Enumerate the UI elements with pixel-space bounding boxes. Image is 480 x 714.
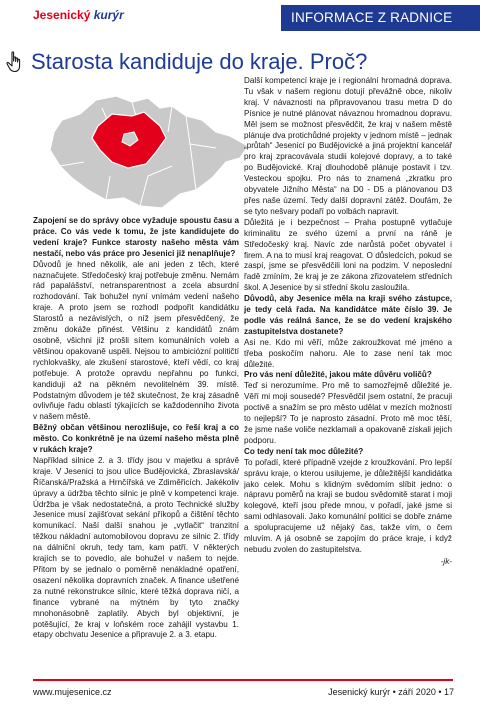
footer-website-link[interactable]: www.mujesenice.cz [33,687,112,697]
interview-question: Pro vás není důležité, jakou máte důvěru voličů? [244,370,432,380]
interview-answer: To pořadí, které případně vzejde z kroužkování. Pro lepší správu kraje, o kterou usilujeme, je důležitější kandidátka jako celek. Mohu s klidným svědomím slíbit jedno: o nápravu poměrů na kraji se budou svědomitě starat i moji kolegové, kteří jsou přede mnou, v pořadí, jaké jsme si sami odhlasovali. Jako komunální politici se dobře známe a spolupracujeme už nějaký čas, takže vím, o čem mluvím. A já osobně se zapojím do práce kraje, i když nebudu zvolen do zastupitelstva. [244,457,452,554]
interview-answer: Teď si nerozumíme. Pro mě to samozřejmě důležité je. Věří mi moji sousedé? Přesvědčil jsem ostatní, že pracuji poctivě a snažím se pro město udělat v mezích možností to nejlepší? To je naprosto zásadní. Proto mě moc těší, že jsme naše voliče nezklamali a opakovaně získali jejich podporu. [244,381,452,445]
section-banner [281,5,480,31]
czech-regions-map [40,86,254,214]
interview-answer: Asi ne. Kdo mi věří, může zakroužkovat mé jméno a třeba poskočím nahoru. Ale to zase není tak moc důležité. [244,337,452,369]
interview-answer: Další kompetencí kraje je i regionální hromadná doprava. Tu však v našem regionu dotují převážně obce, nikoliv kraj. V návaznosti na připravovanou trasu metra D do Písnice je nutné plánovat návaznou hromadnou dopravu. Měl jsem se možnost přesvědčit, že kraj v našem městě plánuje dva protichůdné projekty v jednom místě – jednak „průtah“ Jesenicí po Budějovické a jiná projektní kancelář pro kraj zpracovávala studii kolejové dopravy, a to také po Budějovické. Kraj dlouhodobě plánuje postavit i tzv. Vesteckou spojku. Pro nás to znamená „zkratku pro obyvatele Jižního Města“ na D0 - D5 a plánovanou D3 přes naše území. Tedy další dopravní zátěž. Doufám, že se tyto nešvary podaří po volbách napravit. [244,76,452,216]
article-title: Starosta kandiduje do kraje. Proč? [31,49,368,74]
interview-question: Co tedy není tak moc důležité? [244,446,364,456]
article-title-row [5,50,475,78]
article-column-left [33,216,239,641]
interview-question: Důvodů, aby Jesenice měla na kraji svého zástupce, je tedy celá řada. Na kandidátce máte číslo 39. Je podle vás reálná šance, že se do vedení krajského zastupitelstva dostanete? [244,294,452,336]
pointing-hand-icon [5,51,25,73]
interview-answer: Například silnice 2. a 3. třídy jsou v majetku a správě kraje. V Jesenici to jsou ulice Budějovická, Zbraslavská/Říčanská/Pražská a Hrnčířská ve Zdiměřicích. Jakékoliv úpravy a údržba těchto silnic je plně v kompetenci kraje. Údržba je však nedostatečná, a proto Technické služby Jesenice musí zajišťovat sekání příkopů a čištění těchto komunikací. Naší další snahou je „vytlačit“ tranzitní těžkou nákladní automobilovou dopravu ze silnic 2. třídy na dálniční okruh, tedy tam, kam patří. V některých krajích se to povedlo, ale bohužel v našem to nejde. Přitom by se jednalo o poměrně nenákladné opatření, osazení několika dopravních značek. A finance ušetřené za nutné rekonstrukce silnic, které těžká doprava ničí, a finance vybrané na mýtném by tyto značky mnohonásobně zaplatily. Abych byl objektivní, je potěšující, že kraj v loňském roce zahájil vystavbu 1. etapy obchvatu Jesenice a připravuje 2. a 3. etapu. [33,455,239,640]
masthead-brand [33,8,124,22]
page-header [0,0,480,34]
section-title: INFORMACE Z RADNICE [291,10,453,25]
page-footer [0,679,480,714]
interview-question: Zapojení se do správy obce vyžaduje spoustu času a práce. Co vás vede k tomu, že jste kandidujete do vedení kraje? Funkce starosty našeho města vám nestačí, nebo vás práce pro Jesenici již nenaplňuje? [33,216,239,258]
interview-answer: Důležitá je i bezpečnost – Praha postupně vytlačuje kriminalitu ze svého území a první na ráně je Středočeský kraj. Navíc zde narůstá počet obyvatel i firem. A na to musí kraj reagovat. O důsledcích, pokud se zaspí, jsme se přesvědčili loni na podzim. V neposlední řadě zmíním, že kraj je ze zákona zřizovatelem středních škol. A Jesenice by si střední školu zasloužila. [244,217,452,293]
brand-name: Jesenický [33,8,91,22]
brand-name-italic: kurýr [93,8,124,22]
author-signature: -jk- [440,556,452,566]
footer-divider [33,679,453,681]
footer-issue-info: Jesenický kurýr • září 2020 • 17 [328,687,454,697]
interview-answer: Důvodů je hned několik, ale ani jeden z těch, které naznačujete. Středočeský kraj potřebuje změnu. Nemám rád papalášství, netransparentnost a zcela absurdní rozhodování. Tak bohužel nyní vnímám vedení našeho kraje. A proto jsem se rozhodl podpořit kandidátku Starostů a nezávislých, o níž jsem přesvědčený, že změnu dokáže přinést. Většinu z kandidátů znám osobně, všichni již prošli sítem komunálních voleb a většinou opakovaně uspěli. Nejsou to ambiciózní političtí rychlokvašky, ale zkušení starostové, kteří vědí, co kraj potřebuje. A protože opravdu nepřahnu po funkci, kandiduji až na pěkném nevolitelném 39. místě. Podstatným důvodem je též skutečnost, že kraj zásadně ovlivňuje řadu oblastí týkajících se každodenního života v našem městě. [33,259,239,422]
article-column-right [244,76,452,568]
interview-question: Běžný občan většinou nerozlišuje, co řeší kraj a co město. Co konkrétně je na území našeho města plně v rukách kraje? [33,423,239,455]
